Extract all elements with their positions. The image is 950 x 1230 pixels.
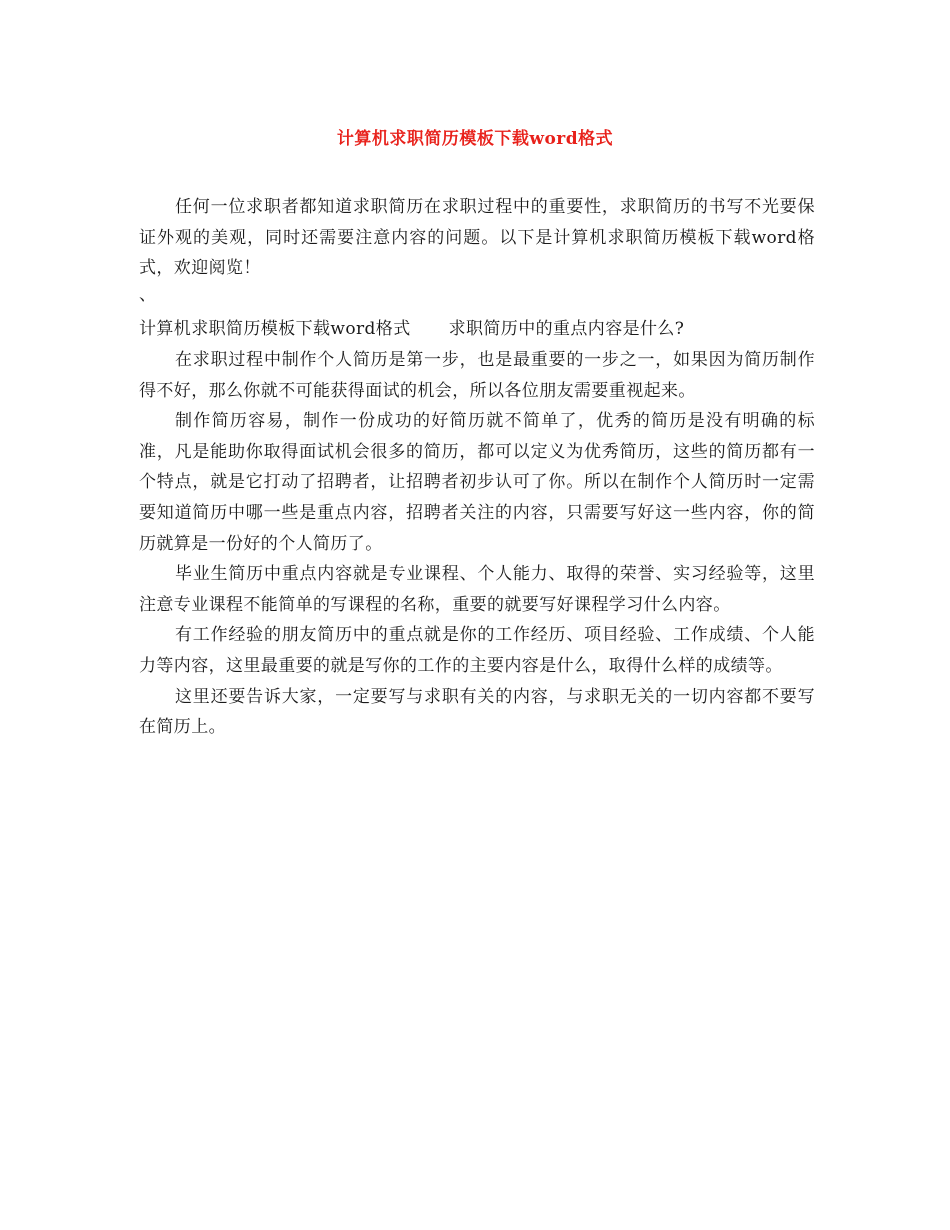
body-paragraph-2: 制作简历容易，制作一份成功的好简历就不简单了，优秀的简历是没有明确的标准，凡是能助你取得面试机会很多的简历，都可以定义为优秀简历，这些的简历都有一个特点，就是它打动了招聘者，让招聘者初步认可了你。所以在制作个人简历时一定需要知道简历中哪一些是重点内容，招聘者关注的内容，只需要写好这一些内容，你的简历就算是一份好的个人简历了。 [139,411,815,554]
section-subheading [139,314,815,345]
document-title: 计算机求职简历模板下载word格式 [336,129,614,149]
body-paragraph-1: 在求职过程中制作个人简历是第一步，也是最重要的一步之一，如果因为简历制作得不好，那么你就不可能获得面试的机会，所以各位朋友需要重视起来。 [139,349,815,401]
subheading-left: 计算机求职简历模板下载word格式 [139,319,411,340]
separator-mark: 、 [139,284,157,305]
body-paragraph-4: 有工作经验的朋友简历中的重点就是你的工作经历、项目经验、工作成绩、个人能力等内容，这里最重要的就是写你的工作的主要内容是什么，取得什么样的成绩等。 [139,625,815,676]
intro-paragraph: 任何一位求职者都知道求职简历在求职过程中的重要性，求职简历的书写不光要保证外观的美观，同时还需要注意内容的问题。以下是计算机求职简历模板下载word格式，欢迎阅览！ [139,197,815,279]
subheading-right: 求职简历中的重点内容是什么? [448,319,685,340]
document-body [139,192,815,743]
body-paragraph-5: 这里还要告诉大家，一定要写与求职有关的内容，与求职无关的一切内容都不要写在简历上。 [139,686,815,738]
body-paragraph-3: 毕业生简历中重点内容就是专业课程、个人能力、取得的荣誉、实习经验等，这里注意专业课程不能简单的写课程的名称，重要的就要写好课程学习什么内容。 [139,564,815,615]
